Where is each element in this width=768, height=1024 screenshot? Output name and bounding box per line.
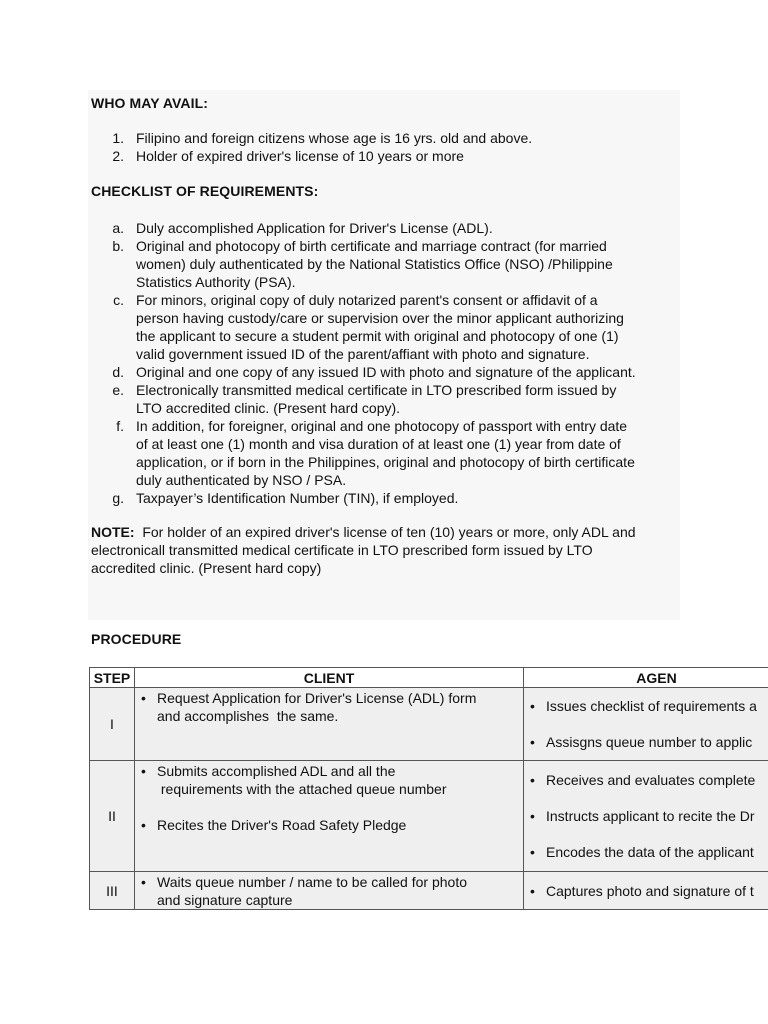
list-text-line: Statistics Authority (PSA). [136, 274, 296, 290]
agency-bullet [524, 843, 768, 861]
bullet-icon: • [530, 844, 535, 860]
agency-bullet [524, 882, 768, 900]
agency-cell [524, 872, 768, 910]
list-text-line: In addition, for foreigner, original and one photocopy of passport with entry date [136, 418, 628, 434]
agency-text: Captures photo and signature of t [546, 882, 754, 899]
step-cell: II [90, 761, 135, 872]
client-cell [135, 872, 524, 910]
bullet-icon: • [141, 690, 146, 706]
client-text-line: and accomplishes the same. [157, 708, 339, 724]
checklist-heading: CHECKLIST OF REQUIREMENTS: [91, 183, 319, 199]
who-may-avail-heading: WHO MAY AVAIL: [91, 95, 209, 111]
list-text-line: LTO accredited clinic. (Present hard copy). [136, 400, 401, 416]
bullet-icon: • [141, 874, 146, 890]
list-marker: a. [112, 220, 124, 236]
list-text: Holder of expired driver's license of 10 years or more [136, 148, 464, 164]
list-marker: c. [113, 292, 124, 308]
list-text-line: For minors, original copy of duly notarized parent's consent or affidavit of a [136, 292, 598, 308]
agency-text: Instructs applicant to recite the Dr [546, 808, 755, 824]
note-line: For holder of an expired driver's license of ten (10) years or more, only ADL and [142, 524, 636, 540]
agency-text: Encodes the data of the applicant [546, 844, 754, 860]
header-client: CLIENT [135, 668, 524, 688]
bullet-icon: • [530, 808, 535, 824]
list-marker: e. [112, 382, 124, 398]
list-text-line: Original and photocopy of birth certificate and marriage contract (for married [136, 238, 607, 254]
procedure-table [89, 667, 768, 910]
bullet-icon: • [530, 882, 535, 899]
client-text-line: Waits queue number / name to be called for photo [157, 874, 467, 890]
list-text-line: person having custody/care or supervision over the minor applicant authorizing [136, 310, 624, 326]
list-text-line: Taxpayer’s Identification Number (TIN), if employed. [136, 490, 459, 506]
agency-bullet [524, 733, 768, 751]
agency-bullet [524, 697, 768, 715]
list-text-line: of at least one (1) month and visa duration of at least one (1) year from date of [136, 436, 621, 452]
note-line: accredited clinic. (Present hard copy) [91, 560, 322, 576]
note-paragraph [91, 523, 691, 577]
list-text-line: Original and one copy of any issued ID with photo and signature of the applicant. [136, 364, 636, 380]
agency-bullet [524, 771, 768, 789]
agency-text: Assisgns queue number to applic [546, 734, 753, 750]
step-cell: I [90, 688, 135, 761]
client-bullet [135, 762, 523, 798]
list-marker: d. [112, 364, 124, 380]
list-text-line: duly authenticated by NSO / PSA. [136, 472, 347, 488]
bullet-icon: • [530, 772, 535, 788]
bullet-icon: • [530, 698, 535, 714]
client-text-line: Submits accomplished ADL and all the [157, 763, 396, 779]
note-line: electronicall transmitted medical certificate in LTO prescribed form issued by LTO [91, 542, 593, 558]
list-text: Filipino and foreign citizens whose age is 16 yrs. old and above. [136, 130, 533, 146]
agency-text: Issues checklist of requirements a [546, 698, 757, 714]
list-marker: f. [116, 418, 124, 434]
list-marker: 2. [112, 148, 124, 164]
client-text-line: and signature capture [157, 892, 293, 908]
step-cell: III [90, 872, 135, 910]
note-label: NOTE: [91, 524, 135, 540]
list-text-line: Duly accomplished Application for Driver's License (ADL). [136, 220, 493, 236]
agency-bullet [524, 807, 768, 825]
procedure-heading: PROCEDURE [91, 631, 182, 647]
bullet-icon: • [530, 734, 535, 750]
client-text-line: Recites the Driver's Road Safety Pledge [157, 817, 407, 833]
list-text-line: women) duly authenticated by the National Statistics Office (NSO) /Philippine [136, 256, 613, 272]
header-agency: AGEN [524, 668, 768, 688]
client-bullet [135, 873, 523, 909]
list-text-line: application, or if born in the Philippines, original and photocopy of birth certificate [136, 454, 635, 470]
client-bullet [135, 689, 523, 725]
client-text-line: Request Application for Driver's License (ADL) form [157, 690, 477, 706]
list-text-line: Electronically transmitted medical certificate in LTO prescribed form issued by [136, 382, 617, 398]
agency-cell [524, 688, 768, 761]
table-row [90, 761, 768, 872]
table-row [90, 688, 768, 761]
list-marker: 1. [112, 130, 124, 146]
bullet-icon: • [141, 817, 146, 833]
table-header-row [90, 668, 768, 688]
bullet-icon: • [141, 763, 146, 779]
list-marker: g. [112, 490, 124, 506]
list-text-line: the applicant to secure a student permit with original and photocopy of one (1) [136, 328, 619, 344]
table-row [90, 872, 768, 910]
header-step: STEP [90, 668, 135, 688]
list-marker: b. [112, 238, 124, 254]
client-text-line: requirements with the attached queue number [157, 781, 447, 797]
client-cell [135, 688, 524, 761]
client-bullet [135, 816, 523, 834]
agency-text: Receives and evaluates complete [546, 772, 756, 788]
agency-cell [524, 761, 768, 872]
client-cell [135, 761, 524, 872]
list-text-line: valid government issued ID of the parent/affiant with photo and signature. [136, 346, 590, 362]
